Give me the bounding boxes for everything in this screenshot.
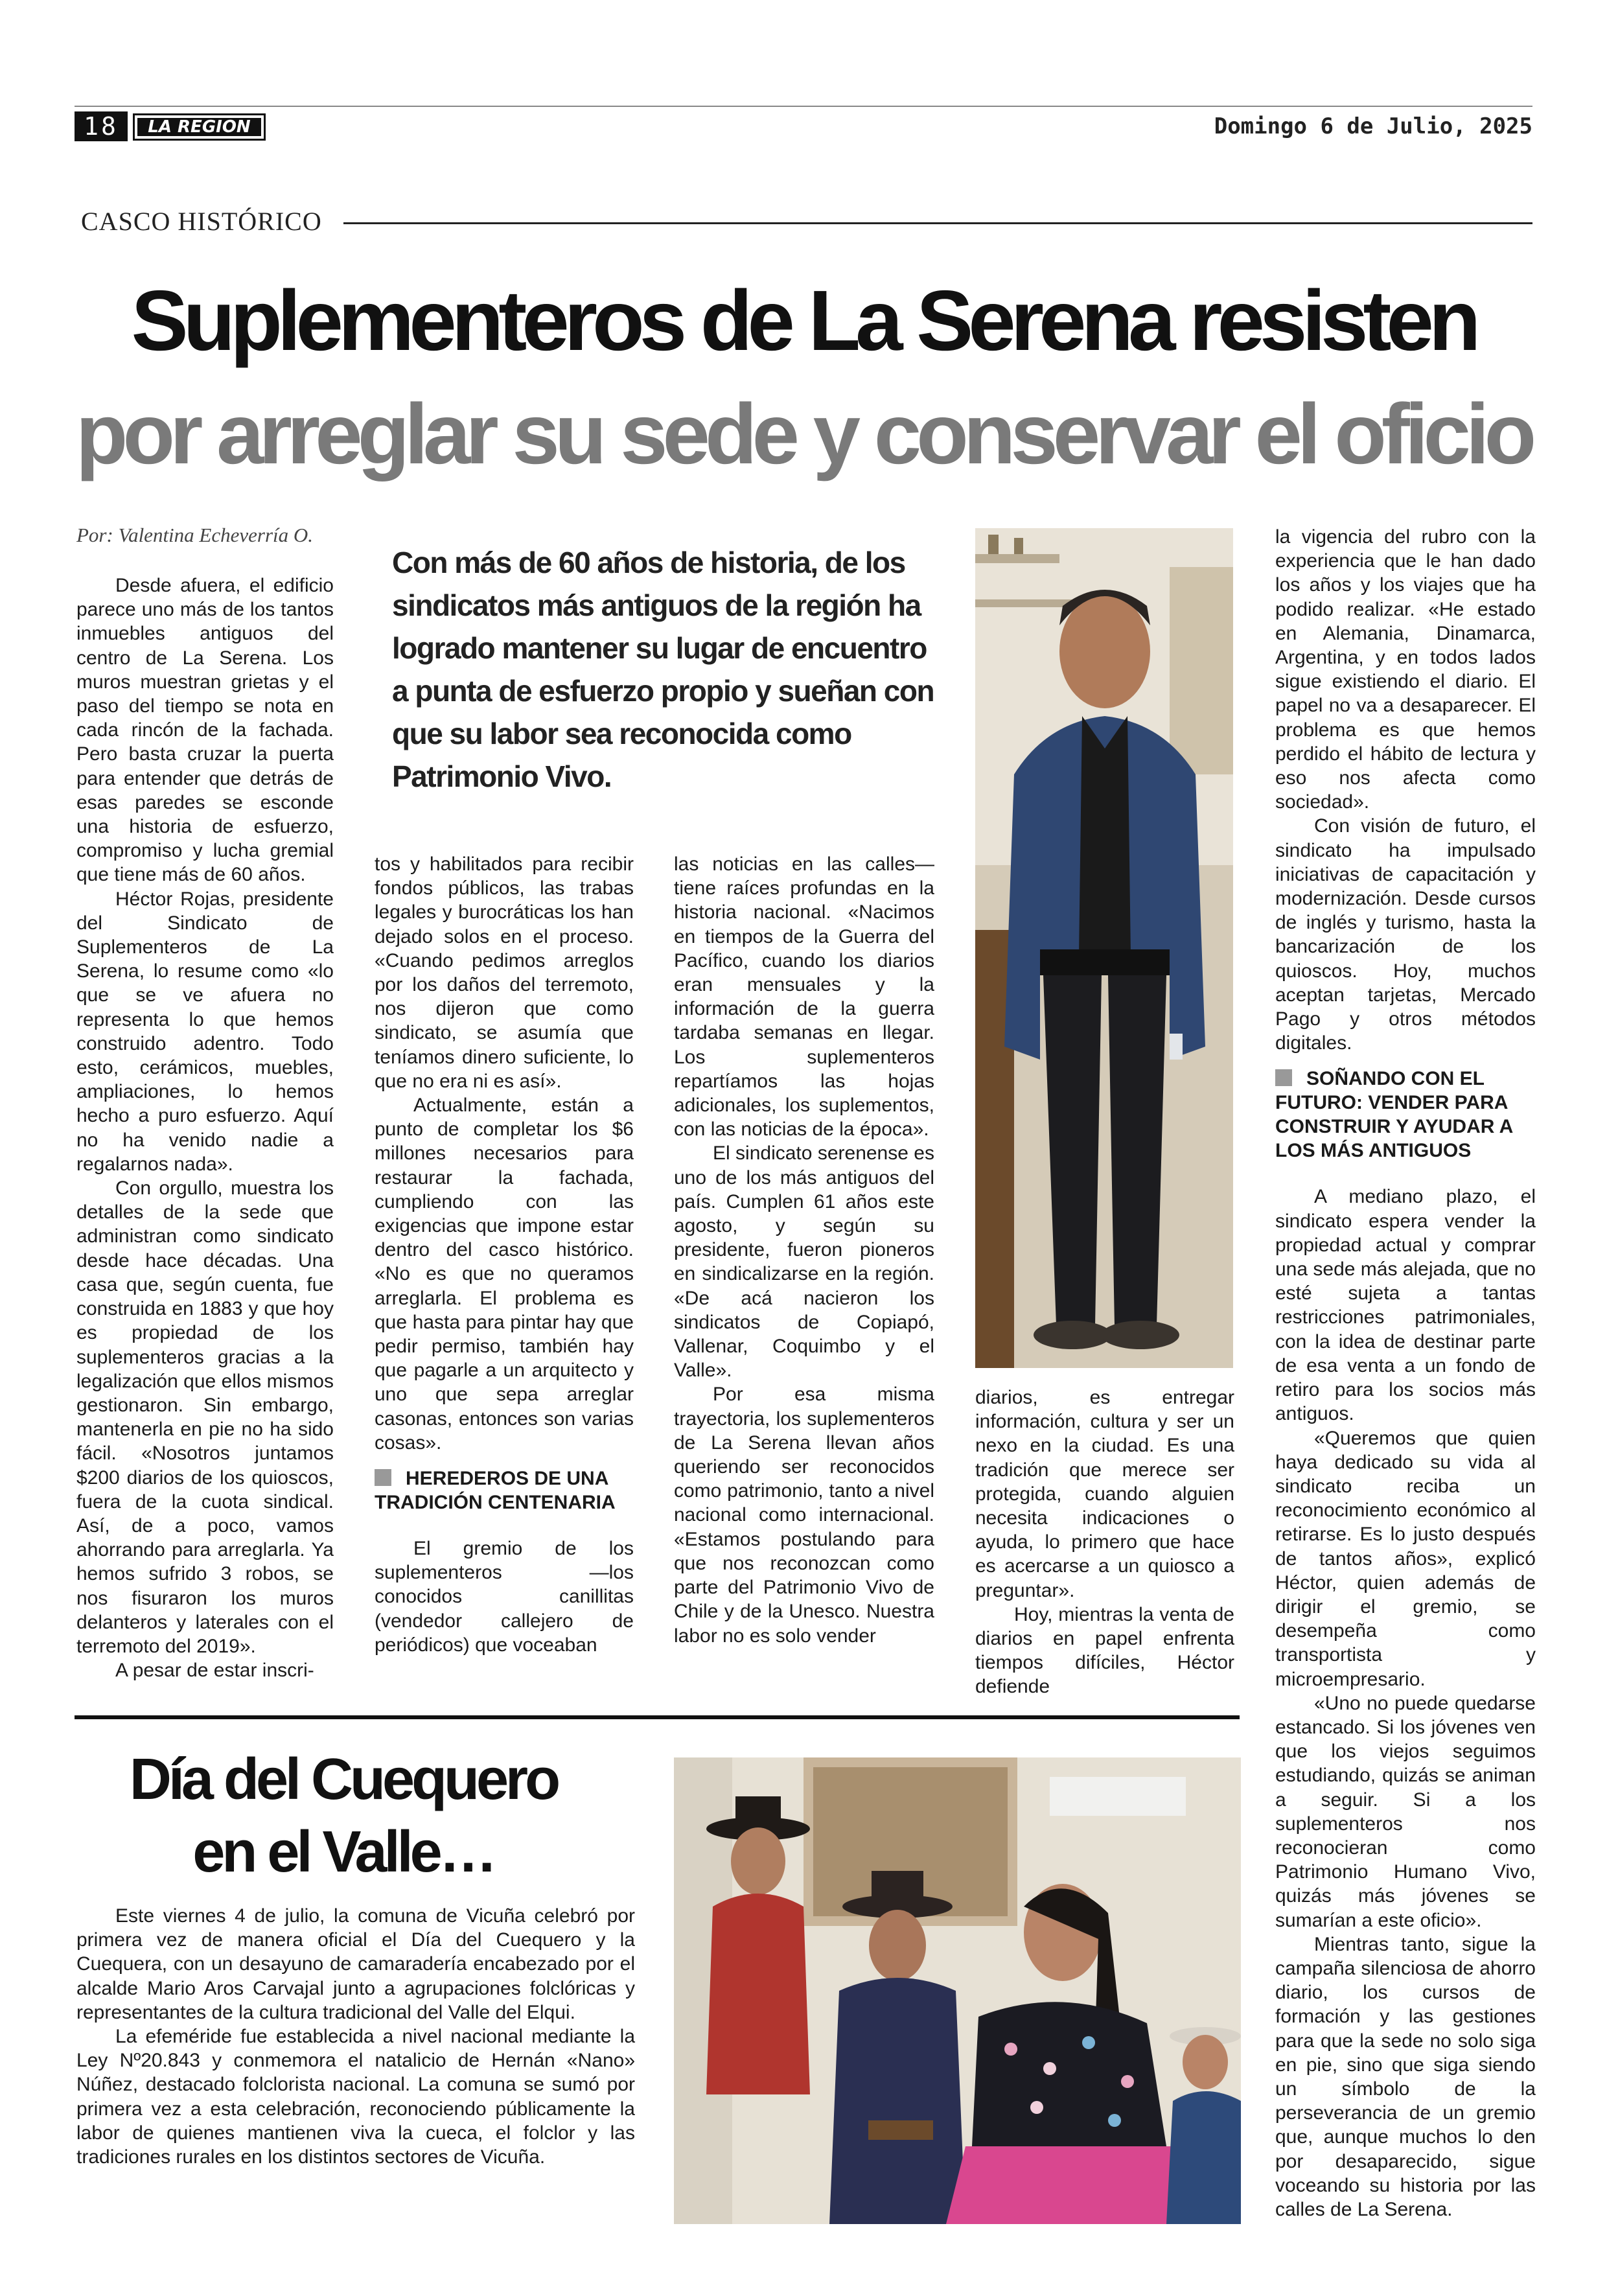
square-bullet-icon [375,1469,391,1486]
secondary-story-body [76,1904,635,2169]
article-column-1 [76,574,334,1682]
secondary-headline-line-2: en el Valle… [192,1820,494,1884]
photo-dia-del-cuequero [674,1757,1241,2224]
paragraph: Héctor Rojas, presidente del Sindicato de Suplementeros de La Serena, lo resume como «lo que se ve afuera no representa lo que hemos construido adentro. Todo esto, cerámicos, muebles, ampliaciones, lo hemos hecho a puro esfuerzo. Aquí no ha venido nadie a regalarnos nada». [76,888,334,1175]
subhead-herederos [375,1467,634,1514]
article-column-3 [674,852,934,1648]
article-column-2 [375,852,634,1657]
folio-rule [75,106,1532,107]
paragraph: A mediano plazo, el sindicato espera vender la propiedad actual y comprar una sede más alejada, que no esté sujeta a tantas restricciones patrimoniales, con la idea de destinar parte de esa venta a un fondo de retiro para los socios más antiguos. [1275,1186,1536,1425]
secondary-headline [75,1743,612,1888]
paragraph: Desde afuera, el edificio parece uno más de los tantos inmuebles antiguos del centro de La Serena. Los muros muestran grietas y el paso del tiempo se nota en cada rincón de la fachada. Pero basta cruzar la puerta para entender que detrás de esas paredes se esconde una historia de esfuerzo, compromiso y lucha gremial que tiene más de 60 años. [76,575,334,886]
paragraph: «Queremos que quien haya dedicado su vida al sindicato reciba un reconocimiento económico al retirarse. Es lo justo después de tantos años», explicó Héctor, quien además de dirigir el gremio, se desempeña como transportista y microempresario. [1275,1427,1536,1690]
paragraph: tos y habilitados para recibir fondos públicos, las trabas legales y burocráticas los han dejado solos en el proceso. «Cuando pedimos arreglos por los daños del terremoto, nos dijeron que como sindicato, se asumía que teníamos dinero suficiente, lo que no era ni es así». [375,853,634,1092]
paragraph: Con visión de futuro, el sindicato ha impulsado iniciativas de capacitación y modernización. Desde cursos de inglés y turismo, hasta la bancarización de los quioscos. Hoy, muchos aceptan tarjetas, Mercado Pago y otros métodos digitales. [1275,815,1536,1054]
subhead-text: SOÑANDO CON EL FUTURO: VENDER PARA CONSTRUIR Y AYUDAR A LOS MÁS ANTIGUOS [1275,1068,1513,1162]
paragraph: Con orgullo, muestra los detalles de la sede que administran como sindicato desde hace décadas. Una casa que, según cuenta, fue construida en 1883 y que hoy es propiedad de los suplementeros gracias a la legalización que ellos mismos gestionaron. Sin embargo, mantenerla en pie no ha sido fácil. «Nosotros juntamos $200 diarios de los quioscos, fuera de la cuota sindical. Así, de a poco, vamos ahorrando para arreglarla. Ya hemos sufrido 3 robos, se nos fisuraron los muros delanteros y laterales con el terremoto del 2019». [76,1177,334,1657]
publication-name: LA REGION [137,118,261,136]
paragraph: El sindicato serenense es uno de los más antiguos del país. Cumplen 61 años este agosto, y según su presidente, fueron pioneros en sindicalizarse en la región. «De acá nacieron los sindicatos de Copiapó, Vallenar, Coquimbo y el Valle». [674,1142,934,1382]
story-divider [75,1715,1240,1719]
section-label: CASCO HISTÓRICO [81,207,322,236]
paragraph: El gremio de los suplementeros —los conocidos canillitas (vendedor callejero de periódicos) que voceaban [375,1538,634,1656]
paragraph: La efeméride fue establecida a nivel nacional mediante la Ley Nº20.843 y conmemora el natalicio de Hernán «Nano» Núñez, destacado folclorista nacional. La comuna se sumó por primera vez a esta celebración, reconociendo públicamente la labor de quienes mantienen viva la cueca, el folclor y las tradiciones rurales en los distintos sectores de Vicuña. [76,2026,635,2168]
byline: Por: Valentina Echeverría O. [76,524,314,546]
issue-date: Domingo 6 de Julio, 2025 [1214,113,1532,139]
article-column-4 [975,1386,1234,1699]
subhead-sonando [1275,1067,1536,1163]
paragraph: «Uno no puede quedarse estancado. Si los jóvenes ven que los viejos seguimos estudiando, quizás se animan a seguir. Si a los suplementeros nos reconocieran como Patrimonio Humano Vivo, quizás más jóvenes se sumarían a este oficio». [1275,1692,1536,1931]
deck-summary: Con más de 60 años de historia, de los sindicatos más antiguos de la región ha logrado mantener su lugar de encuentro a punta de esfuerzo propio y sueñan con que su labor sea reconocida como Patrimonio Vivo. [392,546,934,793]
article-column-5 [1275,525,1536,2221]
square-bullet-icon [1275,1069,1292,1086]
subhead-text: HEREDEROS DE UNA TRADICIÓN CENTENARIA [375,1468,616,1514]
paragraph: Actualmente, están a punto de completar los $6 millones necesarios para restaurar la fachada, cumpliendo con las exigencias que impone estar dentro del casco histórico. «No es que no queramos arreglarla. El problema es que hasta para pintar hay que pedir permiso, también hay que pagarle a un arquitecto y uno que sepa arreglar casonas, entonces son varias cosas». [375,1095,634,1454]
headline-line-2: por arreglar su sede y conservar el oficio [75,386,1532,481]
paragraph: A pesar de estar inscri- [115,1660,314,1682]
page-number: 18 [75,111,128,141]
paragraph: diarios, es entregar información, cultura y ser un nexo en la ciudad. Es una tradición que merece ser protegida, cuando alguien necesita indicaciones o ayuda, lo primero que hace es acercarse a un quiosco a preguntar». [975,1387,1234,1601]
paragraph: Por esa misma trayectoria, los suplementeros de La Serena llevan años queriendo ser reconocidos como patrimonio, tanto a nivel nacional como internacional. «Estamos postulando para que nos reconozcan como parte del Patrimonio Vivo de Chile y de la Unesco. Nuestra labor no es solo vender [674,1384,934,1647]
headline-line-1: Suplementeros de La Serena resisten [131,273,1476,368]
paragraph: Hoy, mientras la venta de diarios en papel enfrenta tiempos difíciles, Héctor defiende [975,1603,1234,1698]
photo-hector-rojas [975,528,1233,1368]
paragraph: las noticias en las calles— tiene raíces profundas en la historia nacional. «Nacimos en tiempos de la Guerra del Pacífico, cuando los diarios eran mensuales y la información de la guerra tardaba semanas en llegar. Los suplementeros repartíamos las hojas adicionales, los suplementos, con las noticias de la época». [674,853,934,1141]
paragraph: Mientras tanto, sigue la campaña silenciosa de ahorro diario, los cursos de formación y las gestiones para que la sede no solo siga en pie, sino que siga siendo un símbolo de la perseverancia de un gremio que, aunque muchos lo den por desaparecido, sigue voceando su historia por las calles de La Serena. [1275,1933,1536,2220]
secondary-headline-line-1: Día del Cuequero [129,1747,558,1812]
paragraph: Este viernes 4 de julio, la comuna de Vicuña celebró por primera vez de manera oficial el Día del Cuequero y la Cuequera, con un desayuno de camaradería encabezado por el alcalde Mario Aros Carvajal junto a agrupaciones folclóricas y representantes de la cultura tradicional del Valle del Elqui. [76,1905,635,2023]
publication-logo [133,113,266,141]
section-rule [343,222,1532,224]
paragraph: la vigencia del rubro con la experiencia que le han dado los años y los viajes que ha podido realizar. «He estado en Alemania, Dinamarca, Argentina, y en todos lados sigue existiendo el diario. El papel no va a desaparecer. El problema es que hemos perdido el hábito de lectura y eso nos afecta como sociedad». [1275,526,1536,813]
